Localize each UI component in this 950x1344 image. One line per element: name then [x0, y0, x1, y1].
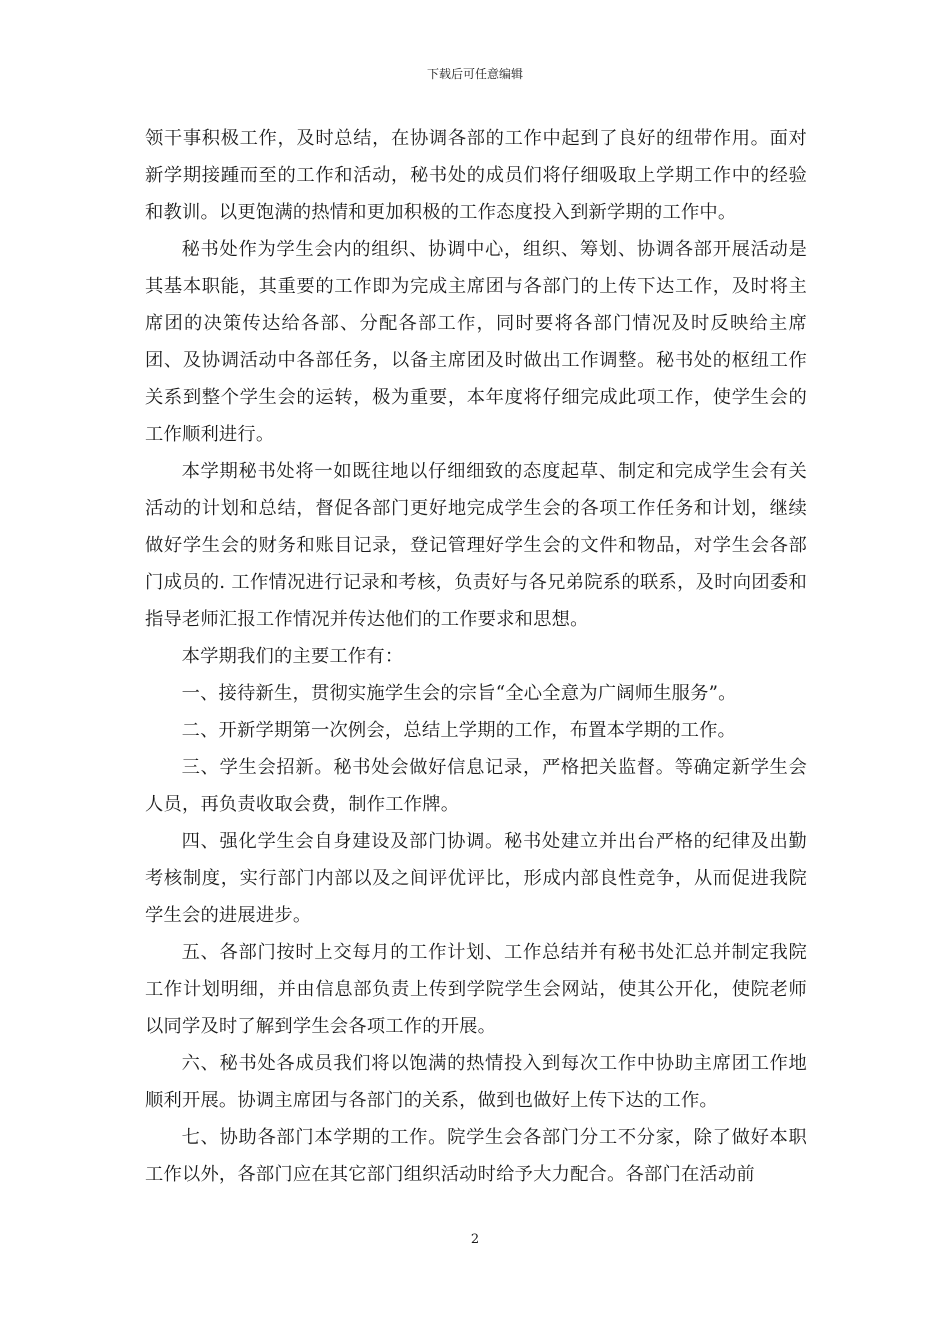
list-item: 一、接待新生，贯彻实施学生会的宗旨“全心全意为广阔师生服务”。	[181, 683, 737, 704]
body-text	[145, 120, 807, 1193]
paragraph: 本学期我们的主要工作有：	[181, 646, 404, 667]
paragraph: 领干事积极工作，及时总结，在协调各部的工作中起到了良好的纽带作用。面对新学期接踵而至的工作和活动，秘书处的成员们将仔细吸取上学期工作中的经验和教训。以更饱满的热情和更加积极的工作态度投入到新学期的工作中。	[145, 128, 807, 223]
page-header: 下载后可任意编辑	[426, 67, 523, 81]
list-item: 六、秘书处各成员我们将以饱满的热情投入到每次工作中协助主席团工作地顺利开展。协调主席团与各部门的关系，做到也做好上传下达的工作。	[145, 1053, 807, 1111]
list-item: 二、开新学期第一次例会，总结上学期的工作，布置本学期的工作。	[181, 720, 737, 741]
paragraph: 秘书处作为学生会内的组织、协调中心，组织、筹划、协调各部开展活动是其基本职能，其重要的工作即为完成主席团与各部门的上传下达工作，及时将主席团的决策传达给各部、分配各部工作，同时要将各部门情况及时反映给主席团、及协调活动中各部任务，以备主席团及时做出工作调整。秘书处的枢纽工作关系到整个学生会的运转，极为重要，本年度将仔细完成此项工作，使学生会的工作顺利进行。	[145, 239, 807, 445]
list-item: 五、各部门按时上交每月的工作计划、工作总结并有秘书处汇总并制定我院工作计划明细，并由信息部负责上传到学院学生会网站，使其公开化，使院老师以同学及时了解到学生会各项工作的开展。	[145, 942, 807, 1037]
list-item: 三、学生会招新。秘书处会做好信息记录，严格把关监督。等确定新学生会人员，再负责收取会费，制作工作牌。	[145, 757, 807, 815]
page-number: 2	[470, 1232, 480, 1247]
list-item: 七、协助各部门本学期的工作。院学生会各部门分工不分家，除了做好本职工作以外，各部门应在其它部门组织活动时给予大力配合。各部门在活动前	[145, 1127, 807, 1185]
paragraph: 本学期秘书处将一如既往地以仔细细致的态度起草、制定和完成学生会有关活动的计划和总结，督促各部门更好地完成学生会的各项工作任务和计划，继续做好学生会的财务和账目记录，登记管理好学生会的文件和物品，对学生会各部门成员的. 工作情况进行记录和考核，负责好与各兄弟院系的联系，及时向团委和指导老师汇报工作情况并传达他们的工作要求和思想。	[145, 461, 807, 630]
list-item: 四、强化学生会自身建设及部门协调。秘书处建立并出台严格的纪律及出勤考核制度，实行部门内部以及之间评优评比，形成内部良性竞争，从而促进我院学生会的进展进步。	[145, 831, 807, 926]
